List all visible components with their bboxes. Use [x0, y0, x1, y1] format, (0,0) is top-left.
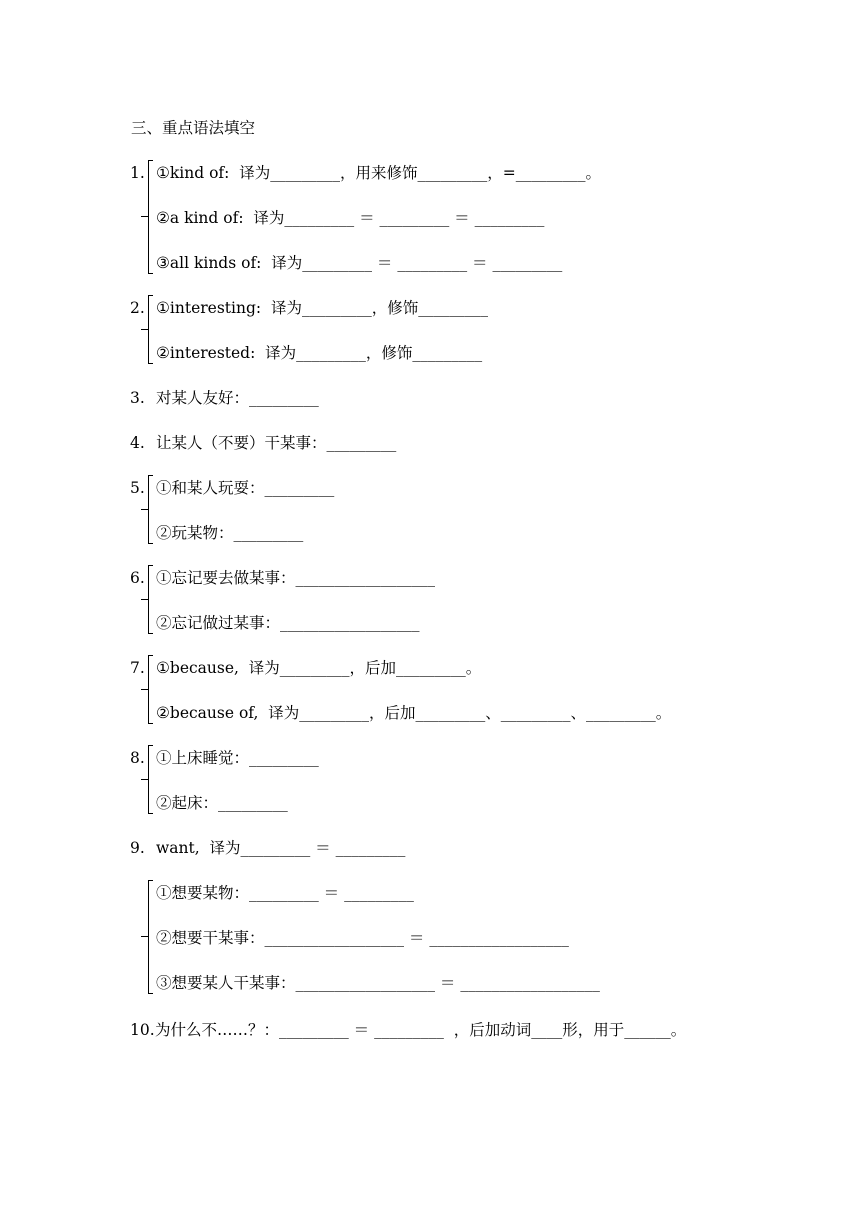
item-number: 9. [130, 839, 145, 857]
bracket [148, 295, 153, 364]
item-line: ①和某人玩耍：_________ [156, 479, 335, 497]
section-title: 三、重点语法填空 [131, 119, 256, 137]
bracket [148, 745, 153, 814]
item-line: ①kind of: 译为_________，用来修饰_________，=_________。 [156, 164, 601, 182]
item-line: ②起床：_________ [156, 794, 288, 812]
item-line: ③想要某人干某事：__________________ ＝ __________________ [156, 974, 600, 992]
item-line: ②interested: 译为_________，修饰_________ [156, 344, 483, 362]
item-line: ③all kinds of: 译为_________ ＝ _________ ＝ _________ [156, 254, 563, 272]
bracket [148, 880, 153, 994]
bracket [148, 655, 153, 724]
bracket [148, 160, 153, 274]
item-number: 4. [130, 434, 145, 452]
bracket [148, 475, 153, 544]
item-line: ①上床睡觉：_________ [156, 749, 319, 767]
item-line: ②玩某物：_________ [156, 524, 304, 542]
item-line: 对某人友好：_________ [156, 389, 319, 407]
item-number: 2. [130, 299, 145, 317]
item-number: 8. [130, 749, 145, 767]
item-number: 7. [130, 659, 145, 677]
item-line: ①because, 译为_________，后加_________。 [156, 659, 482, 677]
item-number: 6. [130, 569, 145, 587]
item-line: ①忘记要去做某事：__________________ [156, 569, 436, 587]
item-line: ②忘记做过某事：__________________ [156, 614, 420, 632]
item-number: 3. [130, 389, 145, 407]
item-line: ①想要某物：_________ ＝ _________ [156, 884, 414, 902]
item-number: 10. [130, 1021, 155, 1039]
item-line: 让某人（不要）干某事：_________ [156, 434, 397, 452]
item-line: ②because of, 译为_________，后加_________、_________、_________。 [156, 704, 672, 722]
item-number: 1. [130, 164, 145, 182]
item-number: 5. [130, 479, 145, 497]
item-line: ②想要干某事：__________________ ＝ __________________ [156, 929, 569, 947]
item-line: ②a kind of: 译为_________ ＝ _________ ＝ _________ [156, 209, 545, 227]
item-line: 为什么不……？：_________ ＝ _________ ，后加动词____形，用于______。 [155, 1021, 687, 1039]
bracket [148, 565, 153, 634]
item-head: want, 译为_________ ＝ _________ [156, 839, 406, 857]
item-line: ①interesting: 译为_________，修饰_________ [156, 299, 488, 317]
